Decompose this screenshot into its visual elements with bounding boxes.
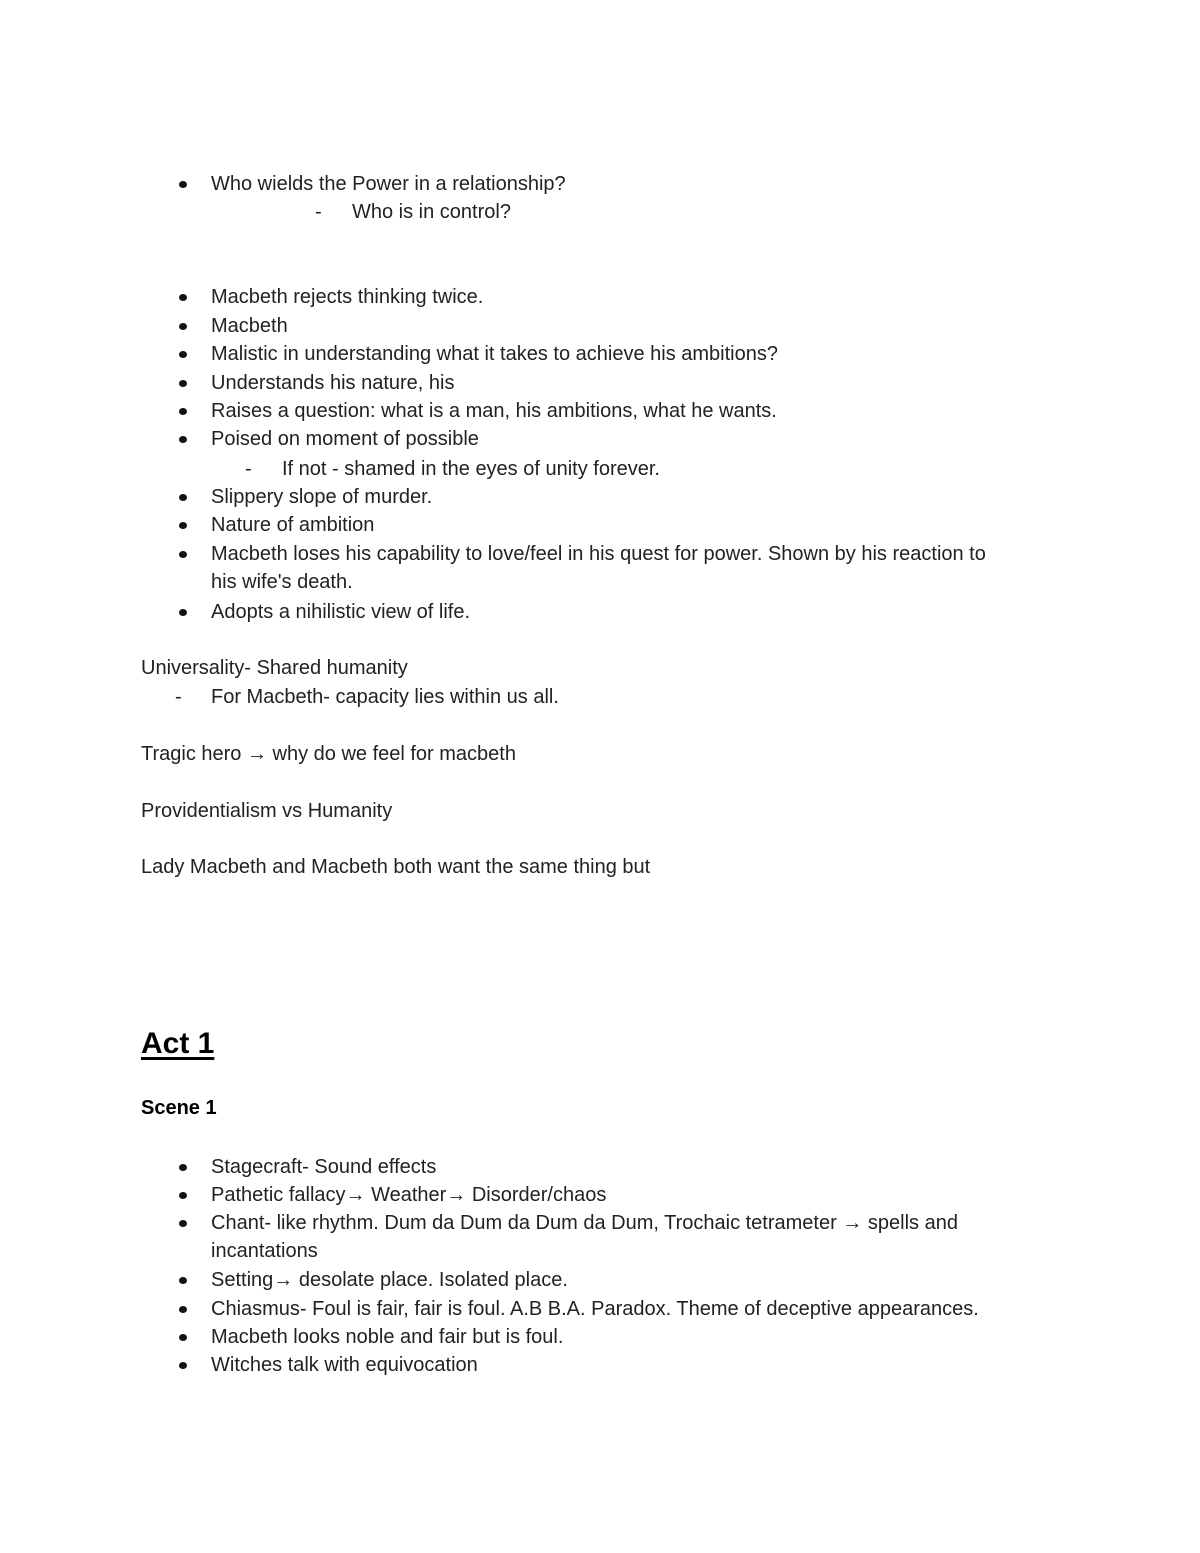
bullet-icon: [179, 181, 187, 188]
list-item: Poised on moment of possible: [211, 428, 479, 450]
bullet-icon: [179, 436, 187, 443]
bullet-icon: [179, 380, 187, 387]
paragraph: Universality- Shared humanity: [141, 657, 408, 679]
bullet-icon: [179, 551, 187, 558]
list-item: Macbeth looks noble and fair but is foul.: [211, 1326, 564, 1348]
list-item-continuation: his wife's death.: [211, 571, 353, 593]
list-item: Understands his nature, his: [211, 372, 455, 394]
sub-list-item: Who is in control?: [352, 201, 511, 223]
paragraph: Tragic hero → why do we feel for macbeth: [141, 743, 516, 765]
list-item: Stagecraft- Sound effects: [211, 1156, 437, 1178]
bullet-icon: [179, 522, 187, 529]
bullet-icon: [179, 1164, 187, 1171]
list-item: Who wields the Power in a relationship?: [211, 173, 566, 195]
act-heading: Act 1: [141, 1027, 215, 1060]
paragraph: Providentialism vs Humanity: [141, 800, 393, 822]
list-item: Chiasmus- Foul is fair, fair is foul. A.B B.A. Paradox. Theme of deceptive appearances.: [211, 1298, 979, 1320]
list-item: Macbeth: [211, 315, 288, 337]
bullet-icon: [179, 408, 187, 415]
list-item: Adopts a nihilistic view of life.: [211, 601, 471, 623]
dash-marker: -: [175, 686, 182, 708]
list-item-continuation: incantations: [211, 1240, 318, 1262]
list-item: Nature of ambition: [211, 514, 375, 536]
bullet-icon: [179, 1306, 187, 1313]
list-item: Chant- like rhythm. Dum da Dum da Dum da Dum, Trochaic tetrameter → spells and: [211, 1212, 958, 1234]
dash-marker: -: [245, 458, 252, 480]
list-item: Macbeth loses his capability to love/feel in his quest for power. Shown by his reaction to: [211, 543, 986, 565]
bullet-icon: [179, 323, 187, 330]
paragraph: Lady Macbeth and Macbeth both want the same thing but: [141, 856, 651, 878]
sub-list-item: If not - shamed in the eyes of unity forever.: [282, 458, 660, 480]
sub-list-item: For Macbeth- capacity lies within us all.: [211, 686, 559, 708]
bullet-icon: [179, 294, 187, 301]
list-item: Slippery slope of murder.: [211, 486, 433, 508]
bullet-icon: [179, 1220, 187, 1227]
bullet-icon: [179, 1277, 187, 1284]
scene-heading: Scene 1: [141, 1097, 217, 1119]
bullet-icon: [179, 494, 187, 501]
list-item: Malistic in understanding what it takes to achieve his ambitions?: [211, 343, 778, 365]
bullet-icon: [179, 351, 187, 358]
dash-marker: -: [315, 201, 322, 223]
list-item: Raises a question: what is a man, his ambitions, what he wants.: [211, 400, 777, 422]
list-item: Witches talk with equivocation: [211, 1354, 478, 1376]
bullet-icon: [179, 1362, 187, 1369]
bullet-icon: [179, 1334, 187, 1341]
list-item: Macbeth rejects thinking twice.: [211, 286, 484, 308]
list-item: Pathetic fallacy→ Weather→ Disorder/chaos: [211, 1184, 607, 1206]
list-item: Setting→ desolate place. Isolated place.: [211, 1269, 568, 1291]
bullet-icon: [179, 609, 187, 616]
bullet-icon: [179, 1192, 187, 1199]
